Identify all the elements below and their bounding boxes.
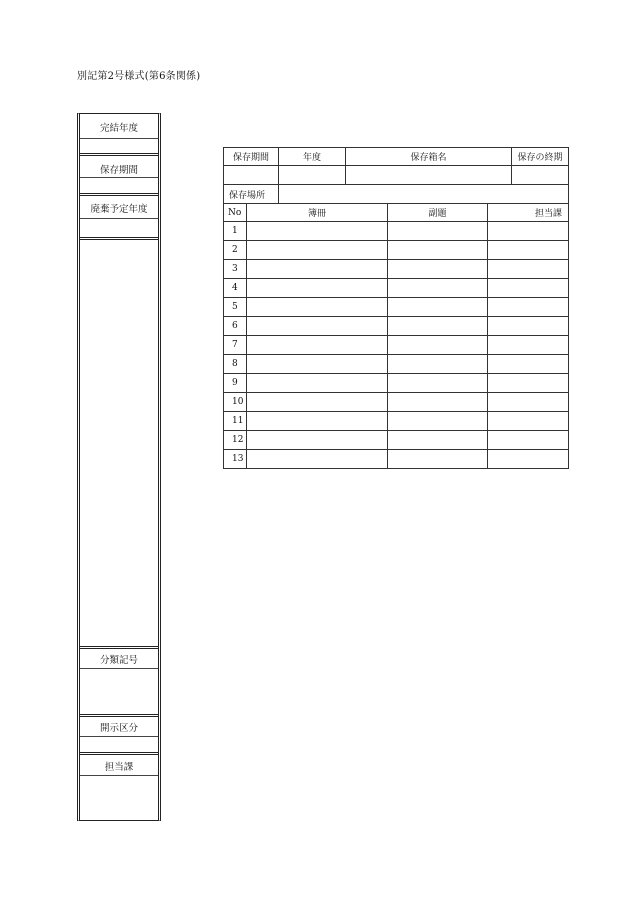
table-row <box>224 241 569 260</box>
department-cell[interactable] <box>488 241 569 260</box>
ledger-cell[interactable] <box>247 336 388 355</box>
table-row <box>224 431 569 450</box>
ledger-cell[interactable] <box>247 431 388 450</box>
department-cell[interactable] <box>488 431 569 450</box>
subtitle-cell[interactable] <box>388 450 488 469</box>
row-number: 2 <box>224 241 247 260</box>
table-row <box>224 412 569 431</box>
subtitle-cell[interactable] <box>388 374 488 393</box>
ledger-cell[interactable] <box>247 241 388 260</box>
row-number: 6 <box>224 317 247 336</box>
row-number: 5 <box>224 298 247 317</box>
divider <box>80 736 158 737</box>
department-cell[interactable] <box>488 412 569 431</box>
divider <box>80 237 158 240</box>
subtitle-cell[interactable] <box>388 298 488 317</box>
storage-location-value[interactable] <box>279 185 569 204</box>
department-cell[interactable] <box>488 450 569 469</box>
table-row <box>224 374 569 393</box>
spine-department-label: 担当課 <box>104 762 134 773</box>
ledger-cell[interactable] <box>247 317 388 336</box>
end-of-retention-value[interactable] <box>512 166 569 185</box>
spine-label-column <box>77 113 161 821</box>
department-cell[interactable] <box>488 317 569 336</box>
header-retention-period: 保存期間 <box>224 148 279 166</box>
divider <box>80 153 158 156</box>
department-cell[interactable] <box>488 260 569 279</box>
year-value[interactable] <box>279 166 346 185</box>
divider <box>80 668 158 669</box>
subtitle-cell[interactable] <box>388 241 488 260</box>
row-number: 4 <box>224 279 247 298</box>
subtitle-cell[interactable] <box>388 355 488 374</box>
row-number: 7 <box>224 336 247 355</box>
row-number: 1 <box>224 222 247 241</box>
storage-location-label: 保存場所 <box>224 185 279 204</box>
department-cell[interactable] <box>488 336 569 355</box>
spine-disposal-year-label: 廃棄予定年度 <box>90 204 148 215</box>
table-row <box>224 260 569 279</box>
ledger-cell[interactable] <box>247 450 388 469</box>
table-row <box>224 279 569 298</box>
table-row <box>224 222 569 241</box>
header-year: 年度 <box>279 148 346 166</box>
ledger-cell[interactable] <box>247 374 388 393</box>
row-number: 12 <box>224 431 247 450</box>
department-cell[interactable] <box>488 355 569 374</box>
department-cell[interactable] <box>488 279 569 298</box>
ledger-cell[interactable] <box>247 355 388 374</box>
spine-disclosure-category-label: 開示区分 <box>99 723 138 734</box>
column-header-department: 担当課 <box>488 204 569 222</box>
divider <box>80 752 158 755</box>
spine-completion-year-label: 完結年度 <box>99 123 138 134</box>
retention-period-value[interactable] <box>224 166 279 185</box>
table-row <box>224 450 569 469</box>
header-end-of-retention: 保存の終期 <box>512 148 569 166</box>
row-number: 3 <box>224 260 247 279</box>
header-box-name: 保存箱名 <box>346 148 512 166</box>
department-cell[interactable] <box>488 374 569 393</box>
subtitle-cell[interactable] <box>388 412 488 431</box>
row-number: 13 <box>224 450 247 469</box>
divider <box>80 775 158 776</box>
department-cell[interactable] <box>488 298 569 317</box>
box-contents-table <box>223 147 569 469</box>
table-row <box>224 317 569 336</box>
ledger-cell[interactable] <box>247 222 388 241</box>
department-cell[interactable] <box>488 393 569 412</box>
ledger-cell[interactable] <box>247 393 388 412</box>
subtitle-cell[interactable] <box>388 222 488 241</box>
column-header-ledger: 簿冊 <box>247 204 388 222</box>
spine-classification-code-label: 分類記号 <box>99 655 138 666</box>
subtitle-cell[interactable] <box>388 431 488 450</box>
ledger-cell[interactable] <box>247 260 388 279</box>
document-heading: 別記第2号様式(第6条関係) <box>77 71 201 82</box>
ledger-cell[interactable] <box>247 412 388 431</box>
row-number: 9 <box>224 374 247 393</box>
ledger-cell[interactable] <box>247 279 388 298</box>
row-number: 11 <box>224 412 247 431</box>
subtitle-cell[interactable] <box>388 317 488 336</box>
subtitle-cell[interactable] <box>388 336 488 355</box>
row-number: 10 <box>224 393 247 412</box>
divider <box>80 138 158 139</box>
divider <box>80 218 158 219</box>
table-row <box>224 355 569 374</box>
table-row <box>224 336 569 355</box>
box-name-value[interactable] <box>346 166 512 185</box>
spine-retention-period-label: 保存期間 <box>99 165 138 176</box>
department-cell[interactable] <box>488 222 569 241</box>
subtitle-cell[interactable] <box>388 393 488 412</box>
subtitle-cell[interactable] <box>388 260 488 279</box>
table-row <box>224 298 569 317</box>
column-header-subtitle: 副題 <box>388 204 488 222</box>
row-number: 8 <box>224 355 247 374</box>
table-row <box>224 393 569 412</box>
subtitle-cell[interactable] <box>388 279 488 298</box>
divider <box>80 193 158 196</box>
divider <box>80 177 158 178</box>
column-header-no: No <box>224 204 247 222</box>
ledger-cell[interactable] <box>247 298 388 317</box>
